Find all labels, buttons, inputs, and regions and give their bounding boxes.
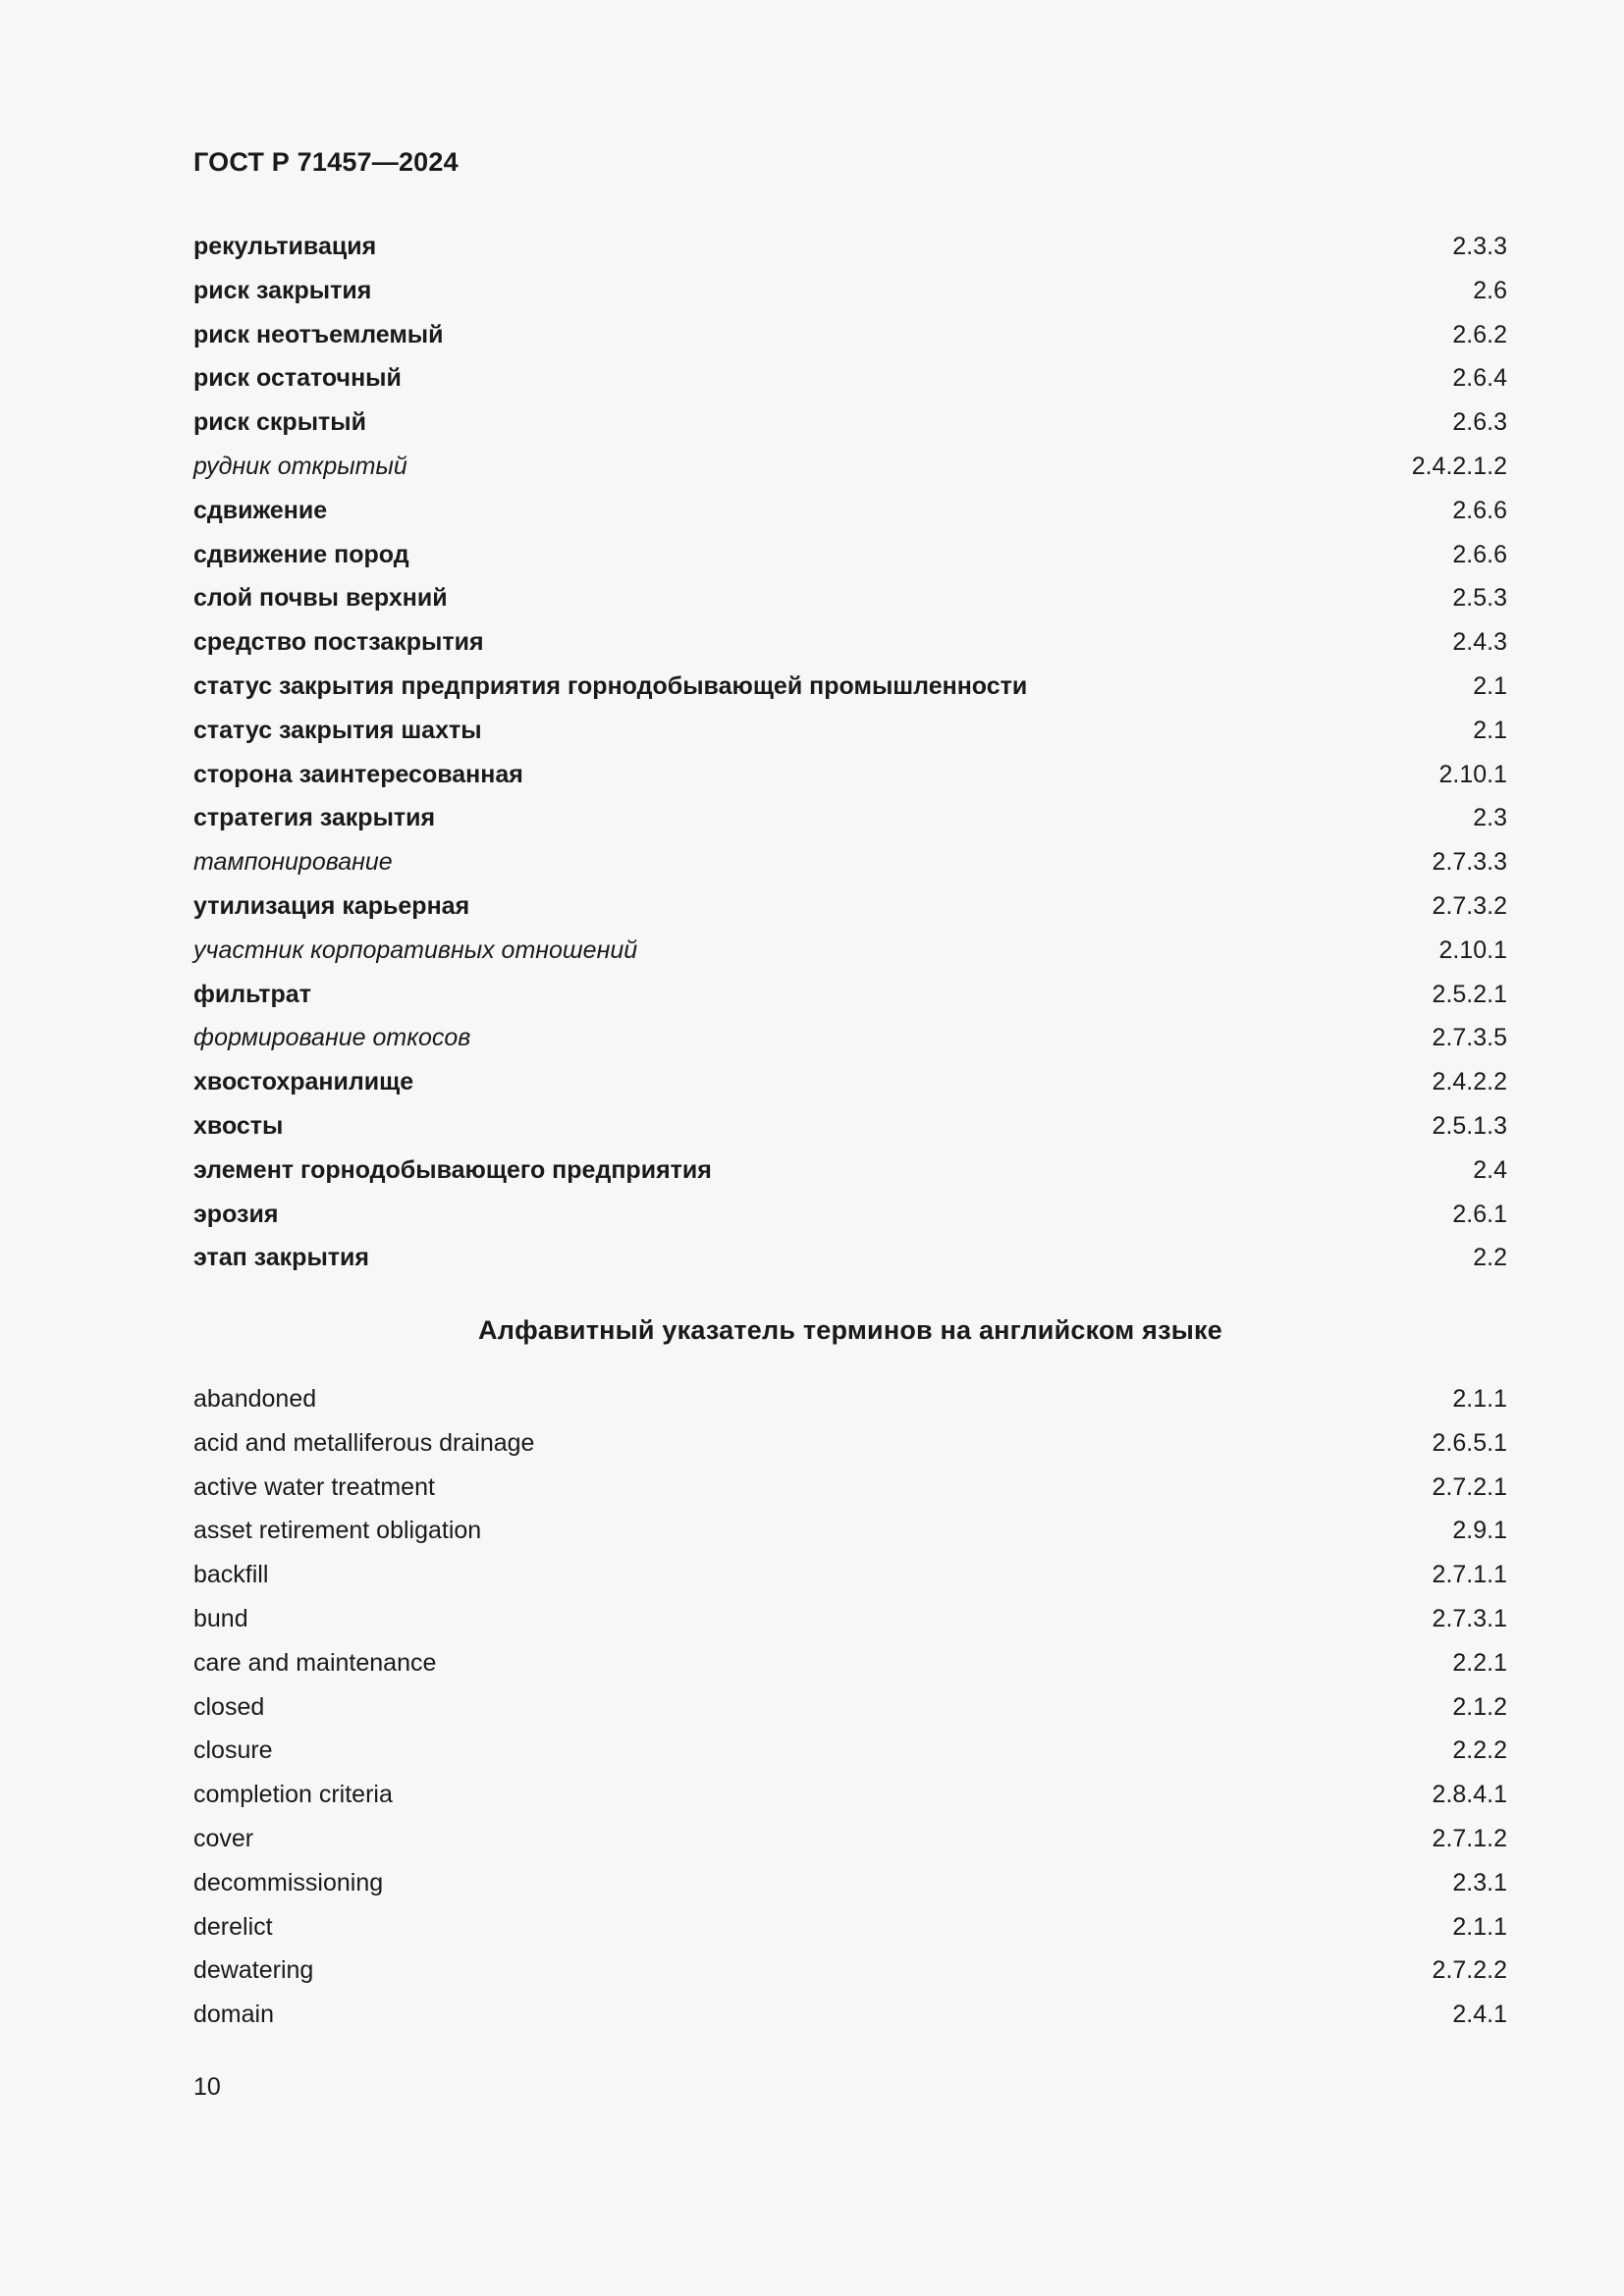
index-entry <box>193 1243 1507 1287</box>
index-entry <box>193 847 1507 891</box>
index-entry <box>193 1384 1507 1428</box>
index-term: средство постзакрытия <box>193 628 484 657</box>
index-term: рудник открытый <box>193 452 407 480</box>
index-reference: 2.7.1.2 <box>1432 1824 1507 1852</box>
index-reference: 2.5.1.3 <box>1432 1111 1507 1140</box>
index-entry <box>193 980 1507 1024</box>
index-term: closure <box>193 1736 273 1765</box>
index-term: active water treatment <box>193 1472 435 1501</box>
index-reference: 2.2.2 <box>1452 1736 1507 1765</box>
index-term: care and maintenance <box>193 1648 437 1677</box>
index-term: статус закрытия шахты <box>193 716 482 744</box>
index-entry <box>193 1472 1507 1517</box>
index-term: cover <box>193 1824 254 1852</box>
index-reference: 2.9.1 <box>1452 1517 1507 1545</box>
page-number: 10 <box>193 2073 221 2101</box>
index-entry <box>193 891 1507 935</box>
index-term: риск неотъемлемый <box>193 320 444 348</box>
index-reference: 2.7.1.1 <box>1432 1561 1507 1589</box>
index-entry <box>193 1516 1507 1560</box>
index-term: хвосты <box>193 1111 284 1140</box>
index-term: сторона заинтересованная <box>193 760 523 788</box>
index-reference: 2.7.2.1 <box>1432 1472 1507 1501</box>
index-reference: 2.10.1 <box>1438 935 1507 964</box>
index-entry <box>193 276 1507 320</box>
index-entry <box>193 540 1507 584</box>
index-reference: 2.7.3.2 <box>1432 891 1507 920</box>
index-reference: 2.1.1 <box>1452 1912 1507 1941</box>
index-reference: 2.5.2.1 <box>1432 980 1507 1008</box>
index-entry <box>193 1155 1507 1200</box>
index-reference: 2.6 <box>1473 276 1507 304</box>
index-term: abandoned <box>193 1385 317 1413</box>
index-term: dewatering <box>193 1956 314 1985</box>
index-entry <box>193 1868 1507 1912</box>
index-term: слой почвы верхний <box>193 584 448 613</box>
index-entry <box>193 1200 1507 1244</box>
index-term: элемент горнодобывающего предприятия <box>193 1155 712 1184</box>
index-reference: 2.4.2.1.2 <box>1411 452 1507 480</box>
index-reference: 2.8.4.1 <box>1432 1781 1507 1809</box>
document-header: ГОСТ Р 71457—2024 <box>193 147 459 177</box>
index-entry <box>193 671 1507 716</box>
index-reference: 2.3 <box>1473 804 1507 832</box>
index-term: сдвижение пород <box>193 540 409 568</box>
index-reference: 2.6.6 <box>1452 496 1507 524</box>
index-entry <box>193 1648 1507 1692</box>
index-term: риск скрытый <box>193 408 367 437</box>
index-reference: 2.2.1 <box>1452 1648 1507 1677</box>
index-entry <box>193 1111 1507 1155</box>
index-reference: 2.1 <box>1473 716 1507 744</box>
index-reference: 2.6.3 <box>1452 408 1507 437</box>
index-reference: 2.7.3.3 <box>1432 848 1507 877</box>
index-term: этап закрытия <box>193 1244 370 1272</box>
index-entry <box>193 803 1507 847</box>
index-entry <box>193 363 1507 407</box>
index-term: утилизация карьерная <box>193 891 470 920</box>
index-entry <box>193 407 1507 452</box>
index-term: completion criteria <box>193 1781 393 1809</box>
index-term: участник корпоративных отношений <box>193 935 638 964</box>
index-reference: 2.4.3 <box>1452 628 1507 657</box>
index-reference: 2.1 <box>1473 671 1507 700</box>
index-reference: 2.7.3.1 <box>1432 1604 1507 1632</box>
index-reference: 2.4.2.2 <box>1432 1068 1507 1096</box>
index-reference: 2.10.1 <box>1438 760 1507 788</box>
index-term: риск закрытия <box>193 276 372 304</box>
index-term: рекультивация <box>193 233 377 260</box>
index-reference: 2.1.2 <box>1452 1692 1507 1721</box>
index-term: статус закрытия предприятия горнодобывающей промышленности <box>193 671 1028 700</box>
index-reference: 2.3.3 <box>1452 233 1507 260</box>
index-entry <box>193 716 1507 760</box>
russian-term-index <box>193 232 1507 1287</box>
index-entry <box>193 320 1507 364</box>
index-term: фильтрат <box>193 980 311 1008</box>
index-term: формирование откосов <box>193 1024 471 1052</box>
index-reference: 2.6.4 <box>1452 364 1507 393</box>
index-entry <box>193 583 1507 627</box>
index-entry <box>193 452 1507 496</box>
index-entry <box>193 1560 1507 1604</box>
index-term: acid and metalliferous drainage <box>193 1428 535 1457</box>
index-entry <box>193 627 1507 671</box>
index-entry <box>193 1824 1507 1868</box>
index-term: domain <box>193 2001 274 2029</box>
index-reference: 2.7.3.5 <box>1432 1024 1507 1052</box>
index-entry <box>193 2000 1507 2044</box>
index-entry <box>193 1735 1507 1780</box>
index-term: decommissioning <box>193 1868 384 1896</box>
index-term: сдвижение <box>193 496 328 524</box>
index-term: тампонирование <box>193 848 393 877</box>
index-reference: 2.6.2 <box>1452 320 1507 348</box>
index-entry <box>193 1604 1507 1648</box>
index-term: риск остаточный <box>193 364 402 393</box>
english-term-index <box>193 1384 1507 2044</box>
document-page <box>193 0 1507 2296</box>
index-term: asset retirement obligation <box>193 1517 482 1545</box>
index-term: эрозия <box>193 1200 279 1228</box>
index-entry <box>193 496 1507 540</box>
index-entry <box>193 1780 1507 1824</box>
index-term: closed <box>193 1692 265 1721</box>
index-reference: 2.7.2.2 <box>1432 1956 1507 1985</box>
index-reference: 2.1.1 <box>1452 1385 1507 1413</box>
index-entry <box>193 1428 1507 1472</box>
index-term: bund <box>193 1604 248 1632</box>
index-reference: 2.6.1 <box>1452 1200 1507 1228</box>
index-entry <box>193 1912 1507 1956</box>
index-entry <box>193 1692 1507 1736</box>
index-entry <box>193 1067 1507 1111</box>
index-reference: 2.5.3 <box>1452 584 1507 613</box>
index-term: backfill <box>193 1561 269 1589</box>
index-entry <box>193 935 1507 980</box>
index-entry <box>193 760 1507 804</box>
index-reference: 2.6.5.1 <box>1432 1428 1507 1457</box>
index-term: стратегия закрытия <box>193 804 436 832</box>
index-reference: 2.4 <box>1473 1155 1507 1184</box>
index-entry <box>193 1023 1507 1067</box>
index-entry <box>193 1955 1507 2000</box>
index-reference: 2.4.1 <box>1452 2001 1507 2029</box>
index-reference: 2.3.1 <box>1452 1868 1507 1896</box>
index-term: хвостохранилище <box>193 1068 414 1096</box>
index-reference: 2.6.6 <box>1452 540 1507 568</box>
index-entry <box>193 232 1507 276</box>
index-reference: 2.2 <box>1473 1244 1507 1272</box>
index-term: derelict <box>193 1912 273 1941</box>
english-index-title: Алфавитный указатель терминов на английском языке <box>478 1315 1222 1345</box>
